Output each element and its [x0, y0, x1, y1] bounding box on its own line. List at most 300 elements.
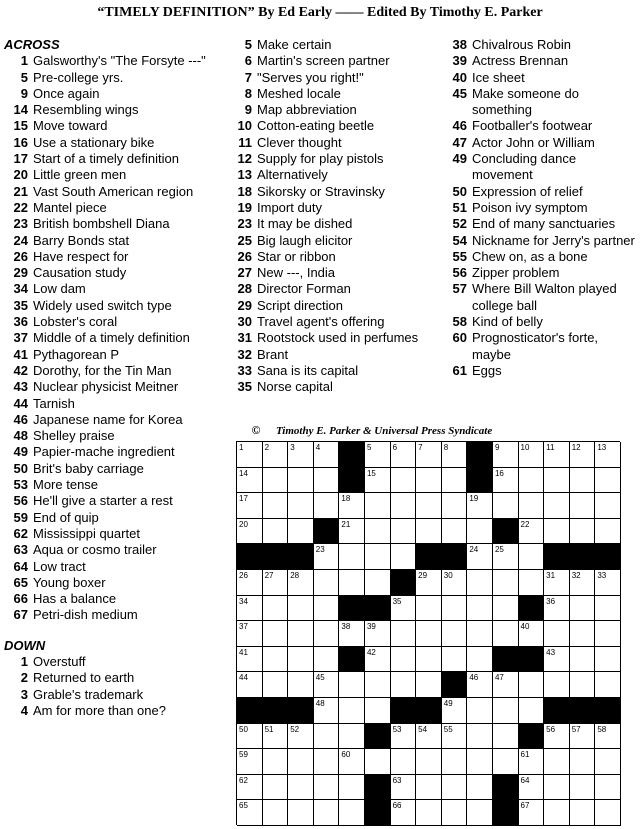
clue-item — [4, 444, 226, 460]
grid-cell[interactable] — [314, 442, 340, 468]
cell-number: 14 — [239, 468, 248, 478]
grid-cell[interactable] — [595, 596, 621, 622]
clue-item — [228, 200, 440, 216]
grid-cell[interactable] — [519, 570, 545, 596]
clue-item — [228, 298, 440, 314]
clue-item — [228, 379, 440, 395]
grid-cell[interactable] — [595, 800, 621, 826]
cell-number: 34 — [239, 596, 248, 606]
clue-number: 9 — [244, 102, 252, 118]
grid-cell[interactable] — [570, 570, 596, 596]
cell-number: 13 — [597, 443, 607, 452]
clue-number: 34 — [13, 281, 28, 297]
grid-cell[interactable] — [493, 621, 519, 647]
grid-cell[interactable] — [595, 724, 621, 750]
grid-cell[interactable] — [595, 672, 621, 698]
grid-cell[interactable] — [339, 621, 365, 647]
grid-cell[interactable] — [442, 468, 468, 494]
grid-cell[interactable] — [544, 519, 570, 545]
grid-cell[interactable] — [391, 468, 417, 494]
clue-item — [228, 86, 440, 102]
black-square — [519, 647, 545, 673]
grid-cell[interactable] — [339, 724, 365, 750]
clue-item — [228, 249, 440, 265]
grid-cell[interactable] — [570, 596, 596, 622]
grid-cell[interactable] — [416, 493, 442, 519]
grid-cell[interactable] — [442, 800, 468, 826]
grid-cell[interactable] — [365, 647, 391, 673]
clue-text: Low dam — [33, 281, 86, 297]
grid-cell[interactable] — [391, 493, 417, 519]
grid-cell[interactable] — [493, 544, 519, 570]
grid-cell[interactable] — [263, 800, 289, 826]
cell-number: 20 — [239, 519, 248, 529]
grid-cell[interactable] — [237, 468, 263, 494]
cell-number: 38 — [341, 622, 351, 632]
clue-text: Petri-dish medium — [33, 607, 138, 623]
grid-cell[interactable] — [314, 596, 340, 622]
grid-cell[interactable] — [467, 775, 493, 801]
black-square — [237, 544, 263, 570]
cell-number: 67 — [520, 801, 530, 811]
grid-cell[interactable] — [365, 493, 391, 519]
grid-cell[interactable] — [416, 647, 442, 673]
grid-cell[interactable] — [595, 749, 621, 775]
grid-cell[interactable] — [391, 621, 417, 647]
grid-cell[interactable] — [544, 724, 570, 750]
grid-cell[interactable] — [416, 621, 442, 647]
grid-cell[interactable] — [288, 724, 314, 750]
black-square — [467, 468, 493, 494]
grid-cell[interactable] — [263, 519, 289, 545]
grid-cell[interactable] — [467, 647, 493, 673]
clue-number: 23 — [13, 216, 28, 232]
grid-cell[interactable] — [519, 672, 545, 698]
grid-cell[interactable] — [314, 468, 340, 494]
grid-cell[interactable] — [263, 468, 289, 494]
grid-cell[interactable] — [339, 698, 365, 724]
clue-item — [4, 184, 226, 200]
clue-number: 50 — [13, 460, 28, 476]
grid-cell[interactable] — [595, 493, 621, 519]
clue-item — [228, 363, 440, 379]
grid-cell[interactable] — [570, 775, 596, 801]
grid-cell[interactable] — [570, 519, 596, 545]
grid-cell[interactable] — [493, 468, 519, 494]
grid-cell[interactable] — [416, 442, 442, 468]
clue-number: 38 — [452, 37, 467, 52]
cell-number: 12 — [571, 443, 581, 452]
grid-cell[interactable] — [339, 519, 365, 545]
grid-cell[interactable] — [263, 724, 289, 750]
clue-item — [228, 265, 440, 281]
grid-cell[interactable] — [570, 672, 596, 698]
clue-item — [443, 135, 639, 151]
grid-cell[interactable] — [544, 493, 570, 519]
clue-number: 15 — [13, 118, 28, 134]
clue-number: 29 — [13, 265, 28, 281]
grid-cell[interactable] — [314, 724, 340, 750]
grid-cell[interactable] — [570, 442, 596, 468]
grid-cell[interactable] — [237, 775, 263, 801]
grid-cell[interactable] — [365, 749, 391, 775]
clue-item — [4, 703, 226, 719]
grid-cell[interactable] — [339, 570, 365, 596]
clue-item — [4, 347, 226, 363]
clue-text: Low tract — [33, 558, 86, 574]
grid-cell[interactable] — [237, 442, 263, 468]
cell-number: 18 — [341, 494, 351, 504]
clue-number: 46 — [452, 118, 467, 134]
clue-number: 14 — [13, 102, 28, 118]
grid-cell[interactable] — [416, 570, 442, 596]
grid-cell[interactable] — [263, 570, 289, 596]
grid-cell[interactable] — [263, 621, 289, 647]
grid-cell[interactable] — [442, 698, 468, 724]
clue-item — [4, 559, 226, 575]
black-square — [467, 442, 493, 468]
black-square — [519, 724, 545, 750]
grid-cell[interactable] — [595, 621, 621, 647]
grid-cell[interactable] — [314, 698, 340, 724]
grid-cell[interactable] — [519, 749, 545, 775]
cell-number: 52 — [290, 724, 300, 734]
grid-cell[interactable] — [314, 544, 340, 570]
clue-text: Director Forman — [257, 281, 351, 297]
clue-number: 56 — [13, 493, 28, 509]
grid-cell[interactable] — [595, 570, 621, 596]
grid-cell[interactable] — [493, 698, 519, 724]
clue-number: 7 — [244, 69, 252, 85]
grid-cell[interactable] — [416, 596, 442, 622]
grid-cell[interactable] — [519, 519, 545, 545]
cell-number: 3 — [290, 443, 295, 452]
grid-cell[interactable] — [467, 749, 493, 775]
grid-cell[interactable] — [339, 493, 365, 519]
grid-cell[interactable] — [237, 621, 263, 647]
clue-item — [4, 687, 226, 703]
grid-cell[interactable] — [442, 493, 468, 519]
grid-cell[interactable] — [595, 442, 621, 468]
clue-number: 8 — [244, 85, 252, 101]
clue-text: Travel agent's offering — [257, 314, 385, 330]
clue-text: Martin's screen partner — [257, 53, 390, 69]
grid-cell[interactable] — [595, 775, 621, 801]
clue-number: 46 — [13, 411, 28, 427]
grid-cell[interactable] — [365, 698, 391, 724]
grid-cell[interactable] — [288, 468, 314, 494]
grid-cell[interactable] — [595, 647, 621, 673]
grid-cell[interactable] — [339, 544, 365, 570]
clues-column-3 — [443, 37, 639, 379]
clue-number: 49 — [452, 151, 467, 167]
cell-number: 53 — [392, 724, 402, 734]
grid-cell[interactable] — [467, 800, 493, 826]
grid-cell[interactable] — [467, 544, 493, 570]
grid-cell[interactable] — [288, 442, 314, 468]
clue-item — [443, 184, 639, 200]
cell-number: 59 — [239, 750, 248, 760]
grid-cell[interactable] — [391, 749, 417, 775]
grid-cell[interactable] — [416, 749, 442, 775]
grid-cell[interactable] — [442, 724, 468, 750]
grid-cell[interactable] — [365, 672, 391, 698]
grid-cell[interactable] — [416, 519, 442, 545]
grid-cell[interactable] — [442, 596, 468, 622]
grid-cell[interactable] — [314, 647, 340, 673]
grid-cell[interactable] — [570, 800, 596, 826]
clue-item — [4, 249, 226, 265]
grid-cell[interactable] — [263, 775, 289, 801]
grid-cell[interactable] — [237, 749, 263, 775]
grid-cell[interactable] — [467, 724, 493, 750]
clue-number: 64 — [13, 558, 28, 574]
clue-item — [443, 86, 639, 119]
grid-cell[interactable] — [467, 621, 493, 647]
cell-number: 2 — [264, 443, 270, 452]
grid-cell[interactable] — [519, 800, 545, 826]
grid-cell[interactable] — [391, 596, 417, 622]
clue-number: 33 — [237, 362, 252, 378]
grid-cell[interactable] — [391, 775, 417, 801]
clue-text: Mantel piece — [33, 199, 107, 215]
grid-cell[interactable] — [493, 749, 519, 775]
grid-cell[interactable] — [467, 493, 493, 519]
clue-text: Rootstock used in perfumes — [257, 330, 419, 346]
clue-text: Where Bill Walton played college ball — [472, 281, 617, 313]
grid-cell[interactable] — [288, 800, 314, 826]
grid-cell[interactable] — [570, 647, 596, 673]
grid-cell[interactable] — [416, 800, 442, 826]
clue-number: 43 — [13, 379, 28, 395]
clue-number: 58 — [452, 314, 467, 330]
black-square — [365, 800, 391, 826]
clue-number: 36 — [13, 314, 28, 330]
grid-cell[interactable] — [365, 570, 391, 596]
clue-item — [4, 167, 226, 183]
crossword-grid — [236, 441, 620, 825]
grid-cell[interactable] — [519, 493, 545, 519]
grid-cell[interactable] — [288, 621, 314, 647]
cell-number: 65 — [239, 801, 248, 811]
grid-cell[interactable] — [237, 800, 263, 826]
grid-cell[interactable] — [416, 672, 442, 698]
grid-cell[interactable] — [493, 570, 519, 596]
clue-text: Make certain — [257, 37, 332, 52]
grid-cell[interactable] — [288, 775, 314, 801]
grid-cell[interactable] — [314, 775, 340, 801]
grid-cell[interactable] — [237, 724, 263, 750]
grid-cell[interactable] — [595, 468, 621, 494]
grid-cell[interactable] — [263, 596, 289, 622]
grid-cell[interactable] — [544, 775, 570, 801]
grid-cell[interactable] — [263, 749, 289, 775]
black-square — [493, 519, 519, 545]
grid-cell[interactable] — [391, 800, 417, 826]
grid-cell[interactable] — [339, 749, 365, 775]
grid-cell[interactable] — [570, 621, 596, 647]
cell-number: 7 — [418, 443, 423, 452]
black-square — [442, 544, 468, 570]
grid-cell[interactable] — [519, 621, 545, 647]
grid-cell[interactable] — [391, 647, 417, 673]
grid-cell[interactable] — [416, 775, 442, 801]
grid-cell[interactable] — [365, 544, 391, 570]
clue-item — [228, 347, 440, 363]
clue-number: 42 — [13, 362, 28, 378]
grid-cell[interactable] — [519, 698, 545, 724]
grid-cell[interactable] — [237, 493, 263, 519]
clue-text: Meshed locale — [257, 85, 341, 101]
clue-text: Actress Brennan — [472, 53, 569, 69]
grid-cell[interactable] — [288, 672, 314, 698]
grid-cell[interactable] — [442, 775, 468, 801]
grid-cell[interactable] — [237, 672, 263, 698]
grid-cell[interactable] — [442, 647, 468, 673]
grid-cell[interactable] — [263, 647, 289, 673]
cell-number: 5 — [366, 443, 372, 452]
grid-cell[interactable] — [442, 570, 468, 596]
grid-cell[interactable] — [314, 621, 340, 647]
grid-cell[interactable] — [237, 570, 263, 596]
grid-cell[interactable] — [570, 724, 596, 750]
grid-cell[interactable] — [263, 672, 289, 698]
clue-number: 35 — [237, 379, 252, 395]
clue-number: 17 — [13, 151, 28, 167]
grid-cell[interactable] — [314, 570, 340, 596]
grid-cell[interactable] — [442, 442, 468, 468]
grid-cell[interactable] — [467, 596, 493, 622]
grid-cell[interactable] — [544, 442, 570, 468]
grid-cell[interactable] — [544, 647, 570, 673]
grid-cell[interactable] — [365, 519, 391, 545]
clue-number: 4 — [20, 702, 28, 718]
cell-number: 46 — [469, 673, 479, 683]
black-square — [263, 544, 289, 570]
clue-number: 29 — [237, 297, 252, 313]
cell-number: 50 — [239, 724, 248, 734]
grid-cell[interactable] — [314, 800, 340, 826]
grid-cell[interactable] — [339, 800, 365, 826]
grid-cell[interactable] — [288, 647, 314, 673]
grid-cell[interactable] — [467, 672, 493, 698]
clue-item — [228, 216, 440, 232]
grid-cell[interactable] — [493, 672, 519, 698]
clue-number: 26 — [237, 248, 252, 264]
clue-number: 53 — [13, 477, 28, 493]
grid-cell[interactable] — [595, 519, 621, 545]
clue-item — [4, 298, 226, 314]
grid-cell[interactable] — [544, 749, 570, 775]
grid-cell[interactable] — [416, 724, 442, 750]
grid-cell[interactable] — [416, 468, 442, 494]
grid-cell[interactable] — [365, 621, 391, 647]
clue-item — [228, 184, 440, 200]
grid-cell[interactable] — [570, 468, 596, 494]
grid-cell[interactable] — [391, 672, 417, 698]
grid-cell[interactable] — [570, 493, 596, 519]
clue-text: Tarnish — [33, 395, 75, 411]
clue-text: Causation study — [33, 265, 127, 281]
grid-cell[interactable] — [391, 442, 417, 468]
cell-number: 47 — [494, 673, 504, 683]
grid-cell[interactable] — [544, 468, 570, 494]
grid-cell[interactable] — [519, 468, 545, 494]
clue-item — [443, 151, 639, 184]
clue-text: Lobster's coral — [33, 314, 118, 330]
grid-cell[interactable] — [288, 596, 314, 622]
grid-cell[interactable] — [544, 800, 570, 826]
cell-number: 26 — [239, 570, 248, 580]
grid-cell[interactable] — [544, 596, 570, 622]
grid-cell[interactable] — [493, 493, 519, 519]
grid-cell[interactable] — [314, 493, 340, 519]
black-square — [391, 570, 417, 596]
grid-cell[interactable] — [570, 749, 596, 775]
clue-number: 47 — [452, 134, 467, 150]
grid-cell[interactable] — [288, 749, 314, 775]
grid-cell[interactable] — [544, 672, 570, 698]
grid-cell[interactable] — [237, 647, 263, 673]
grid-cell[interactable] — [519, 442, 545, 468]
clue-item — [4, 265, 226, 281]
clue-text: Make someone do something — [472, 85, 579, 118]
clue-text: Footballer's footwear — [472, 118, 593, 134]
grid-cell[interactable] — [519, 544, 545, 570]
clue-text: Alternatively — [257, 167, 328, 183]
grid-cell[interactable] — [442, 621, 468, 647]
grid-cell[interactable] — [263, 493, 289, 519]
grid-cell[interactable] — [391, 544, 417, 570]
clue-number: 48 — [13, 428, 28, 444]
grid-cell[interactable] — [493, 442, 519, 468]
grid-cell[interactable] — [314, 749, 340, 775]
grid-cell[interactable] — [237, 519, 263, 545]
grid-cell[interactable] — [442, 749, 468, 775]
grid-cell[interactable] — [544, 621, 570, 647]
grid-cell[interactable] — [467, 519, 493, 545]
grid-cell[interactable] — [467, 570, 493, 596]
clue-item — [443, 200, 639, 216]
grid-cell[interactable] — [493, 596, 519, 622]
grid-cell[interactable] — [339, 775, 365, 801]
cell-number: 37 — [239, 622, 248, 632]
grid-cell[interactable] — [391, 724, 417, 750]
clue-text: Move toward — [33, 118, 108, 134]
grid-cell[interactable] — [519, 775, 545, 801]
grid-cell[interactable] — [288, 570, 314, 596]
grid-cell[interactable] — [365, 442, 391, 468]
grid-cell[interactable] — [263, 442, 289, 468]
grid-cell[interactable] — [339, 672, 365, 698]
clue-text: Expression of relief — [472, 183, 583, 199]
clue-number: 61 — [452, 362, 467, 378]
cell-number: 43 — [546, 647, 556, 657]
grid-cell[interactable] — [365, 468, 391, 494]
grid-cell[interactable] — [314, 672, 340, 698]
grid-cell[interactable] — [493, 724, 519, 750]
clue-text: Star or ribbon — [257, 248, 336, 264]
grid-cell[interactable] — [237, 596, 263, 622]
grid-cell[interactable] — [544, 570, 570, 596]
clue-number: 10 — [237, 118, 252, 134]
grid-cell[interactable] — [288, 519, 314, 545]
grid-cell[interactable] — [467, 698, 493, 724]
grid-cell[interactable] — [288, 493, 314, 519]
clue-item — [228, 118, 440, 134]
grid-cell[interactable] — [442, 519, 468, 545]
grid-cell[interactable] — [391, 519, 417, 545]
